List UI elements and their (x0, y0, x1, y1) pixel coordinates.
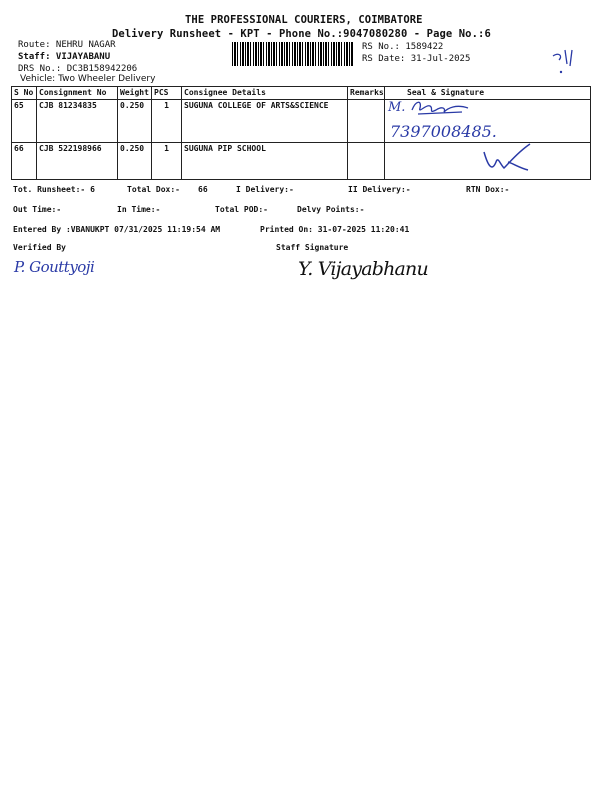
vehicle-label: Vehicle: Two Wheeler Delivery (20, 74, 156, 84)
cell-weight: 0.250 (118, 143, 152, 180)
receiver-mark (478, 140, 538, 180)
route-label: Route: NEHRU NAGAR (18, 40, 116, 50)
drs-number: DRS No.: DC3B158942206 (18, 64, 138, 74)
staff-label: Staff: VIJAYABANU (18, 52, 111, 62)
runsheet-title: Delivery Runsheet - KPT - Phone No.:9047080280 - Page No.:6 (112, 28, 491, 40)
out-time: Out Time:- (13, 205, 62, 214)
cell-sno: 66 (12, 143, 37, 180)
cell-sno: 65 (12, 100, 37, 143)
rs-number: RS No.: 1589422 (362, 42, 444, 52)
col-header-weight: Weight (118, 87, 152, 100)
staff-signature-label: Staff Signature (276, 243, 349, 252)
cell-consignee: SUGUNA PIP SCHOOL (182, 143, 348, 180)
printed-on: Printed On: 31-07-2025 11:20:41 (260, 225, 410, 234)
verifier-signature: P. Gouttyoji (14, 258, 95, 276)
col-header-pcs: PCS (152, 87, 182, 100)
handwritten-phone: 7397008485. (390, 122, 497, 141)
total-dox-label: Total Dox:- (127, 185, 180, 194)
col-header-remarks: Remarks (348, 87, 385, 100)
col-header-seal: Seal & Signature (385, 87, 591, 100)
barcode (232, 42, 354, 66)
table-row (12, 100, 591, 143)
col-header-sno: S No (12, 87, 37, 100)
ii-delivery: II Delivery:- (348, 185, 411, 194)
tot-runsheet: Tot. Runsheet:- 6 (13, 185, 95, 194)
in-time: In Time:- (117, 205, 161, 214)
verified-by-label: Verified By (13, 243, 66, 252)
cell-remarks (348, 143, 385, 180)
table-header-row (12, 87, 591, 100)
cell-consignment: CJB 81234835 (37, 100, 118, 143)
cell-pcs: 1 (152, 143, 182, 180)
delvy-points: Delvy Points:- (297, 205, 365, 214)
handwritten-initial: M. (388, 100, 406, 115)
corner-ink-mark (545, 42, 579, 76)
staff-handwritten-signature: Y. Vijayabhanu (298, 258, 428, 280)
total-pod: Total POD:- (215, 205, 268, 214)
company-title: THE PROFESSIONAL COURIERS, COIMBATORE (185, 14, 423, 26)
entered-by: Entered By :VBANUKPT 07/31/2025 11:19:54 AM (13, 225, 221, 234)
col-header-consignment: Consignment No (37, 87, 118, 100)
total-dox-value: 66 (198, 185, 208, 194)
cell-consignment: CJB 522198966 (37, 143, 118, 180)
cell-remarks (348, 100, 385, 143)
rs-date: RS Date: 31-Jul-2025 (362, 54, 471, 64)
cell-pcs: 1 (152, 100, 182, 143)
rtn-dox: RTN Dox:- (466, 185, 510, 194)
cell-weight: 0.250 (118, 100, 152, 143)
cell-consignee: SUGUNA COLLEGE OF ARTS&SCIENCE (182, 100, 348, 143)
i-delivery: I Delivery:- (236, 185, 294, 194)
recipient-signature (408, 96, 472, 118)
col-header-consignee: Consignee Details (182, 87, 348, 100)
